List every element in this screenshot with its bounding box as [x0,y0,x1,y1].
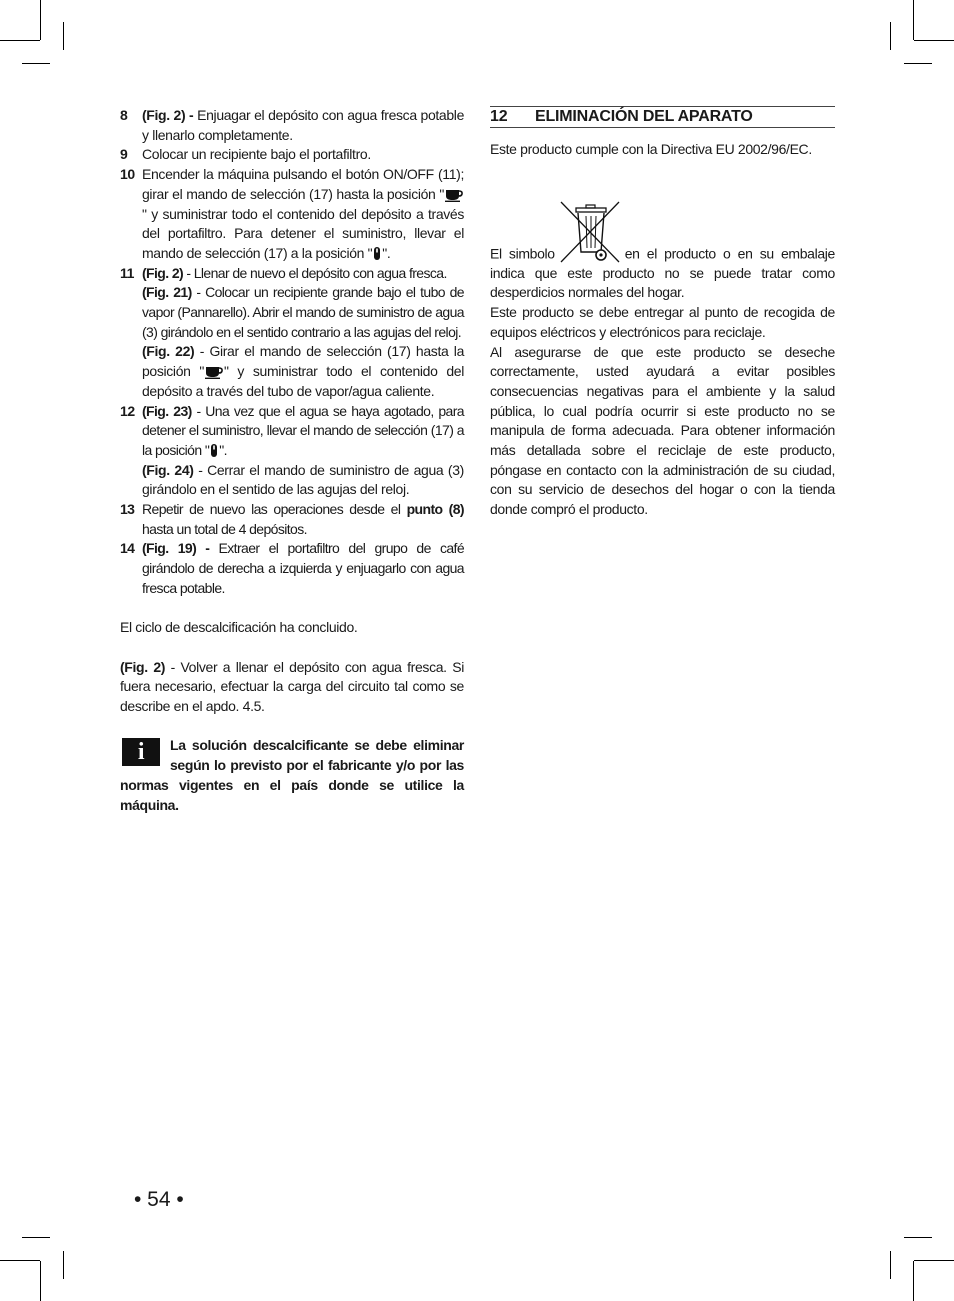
step-text: - Girar el mando de selección (17) hasta la posición " [142,343,465,380]
fig-ref: (Fig. 2) [142,264,184,281]
step-12 [120,402,464,501]
cycle-complete-text: El ciclo de descalcificación ha concluido. [120,619,358,636]
step-reference: punto (8) [406,501,464,518]
fig-ref: (Fig. 2) - [142,107,194,123]
crop-mark [0,40,40,41]
knob-off-icon [373,246,381,261]
crossed-bin-icon [559,200,621,264]
section-title: ELIMINACIÓN DEL APARATO [535,108,753,125]
step-11 [120,264,464,402]
page-number: • 54 • [134,1188,184,1211]
right-column [490,106,835,520]
symbol-text-after: en el producto o en su embalaje indica que este producto no se puede tratar como desperdicios normales del hogar. [490,245,835,301]
crop-mark [890,22,891,50]
crop-mark [63,22,64,50]
step-text: " y suministrar todo el contenido del depósito a través del tubo de vapor/agua caliente. [142,363,464,399]
step-number: 12 [120,402,135,419]
step-text: hasta un total de 4 depósitos. [142,520,307,537]
step-text: Extraer el portafiltro del grupo de café girándolo de derecha a izquierda y enjuagarlo con agua fresca potable. [142,540,465,596]
step-number: 8 [120,107,128,123]
step-text: - Cerrar el mando de suministro de agua (3) girándolo en el sentido de las agujas del reloj. [142,461,464,498]
step-text: - Llenar de nuevo el depósito con agua fresca. [183,264,447,281]
left-column [120,106,464,815]
step-text: Encender la máquina pulsando el botón ON/OFF (11); girar el mando de selección (17) hasta la posición " [142,166,464,202]
step-text: " y suministrar todo el contenido del depósito a través del portafiltro. Para detener el suministro, llevar el mando de selección (17) a la posición " [142,205,464,261]
section-heading [490,106,835,128]
crop-mark [22,63,50,64]
cup-icon [445,188,463,202]
step-number: 14 [120,540,135,557]
step-number: 9 [120,146,128,163]
step-14 [120,539,464,598]
step-8 [120,106,464,145]
info-icon: i [122,738,160,766]
crop-mark [904,1237,932,1238]
step-text: ". [382,244,391,261]
crop-mark [40,1261,41,1301]
step-9 [120,145,464,165]
knob-off-icon [210,443,218,458]
crop-mark [914,40,954,41]
collection-paragraph: Este producto se debe entregar al punto de recogida de equipos eléctricos y electrónicos para reciclaje. [490,304,835,340]
crop-mark [0,1260,40,1261]
crop-mark [22,1237,50,1238]
fig-ref: (Fig. 22) [142,343,195,360]
step-number: 13 [120,501,135,518]
fig-ref: (Fig. 2) [120,658,166,675]
crop-mark [914,1260,954,1261]
crop-mark [890,1251,891,1279]
fig-ref: (Fig. 19) - [142,540,210,557]
fig-ref: (Fig. 21) [142,284,192,301]
refill-text: - Volver a llenar el depósito con agua fresca. Si fuera necesario, efectuar la carga del circuito tal como se describe en el apdo. 4.5. [120,658,464,715]
directive-text: Este producto cumple con la Directiva EU 2002/96/EC. [490,141,812,157]
step-text: Enjuagar el depósito con agua fresca potable y llenarlo completamente. [142,107,464,143]
step-10 [120,165,464,264]
crop-mark [913,0,914,40]
refill-paragraph [120,658,464,717]
step-text: - Colocar un recipiente grande bajo el tubo de vapor (Pannarello). Abrir el mando de suministro de agua (3) girándolo en el sentido contrario a las agujas del reloj. [142,284,464,340]
info-note-text: La solución descalcificante se debe eliminar según lo previsto por el fabricante y/o por las normas vigentes en el país donde se utilice la máquina. [120,737,464,813]
crop-mark [913,1261,914,1301]
symbol-paragraph [490,200,835,303]
fig-ref: (Fig. 23) [142,402,192,419]
step-text: - Una vez que el agua se haya agotado, para detener el suministro, llevar el mando de selección (17) a la posición " [142,402,464,458]
fig-ref: (Fig. 24) [142,461,194,478]
crop-mark [904,63,932,64]
symbol-text-before: El simbolo [490,245,555,261]
crop-mark [40,0,41,40]
disposal-paragraph: Al asegurarse de que este producto se deseche correctamente, usted ayudará a evitar posibles consecuencias negativas para el ambiente y la salud pública, lo cual podría ocurrir si este producto no se manipula de forma adecuada. Para obtener información más detallada sobre el reciclaje de este producto, póngase en contacto con la administración de su ciudad, con su servicio de desechos del hogar o con la tienda donde compró el producto. [490,343,835,518]
step-13 [120,500,464,539]
step-number: 11 [120,264,135,281]
step-text: Colocar un recipiente bajo el portafiltro. [142,146,371,163]
step-number: 10 [120,166,135,183]
cup-icon [205,365,223,379]
section-number: 12 [490,108,508,125]
info-note [120,736,464,815]
crop-mark [63,1251,64,1279]
step-text: ". [219,441,227,458]
step-text: Repetir de nuevo las operaciones desde el [142,501,407,518]
